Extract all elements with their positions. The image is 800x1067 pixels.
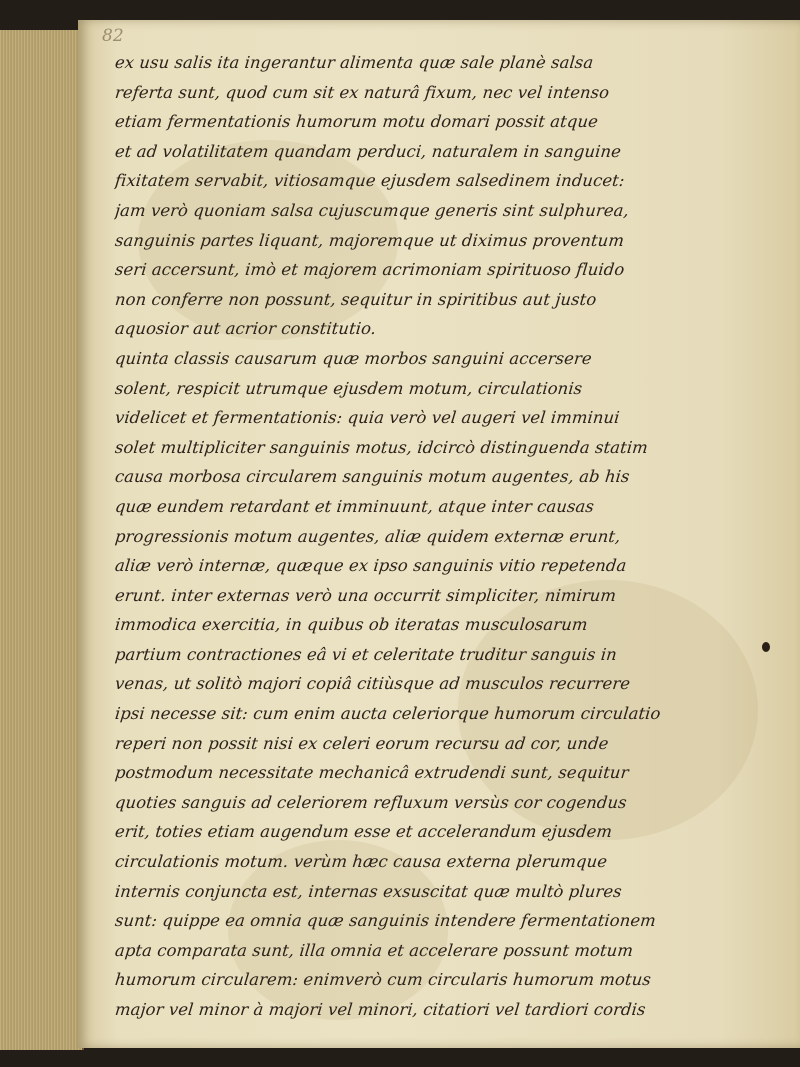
text-line: immodica exercitia, in quibus ob iteratas musculosarum (114, 615, 589, 635)
text-line: referta sunt, quod cum sit ex naturâ fixum, nec vel intenso (114, 82, 611, 102)
text-line: ipsi necesse sit: cum enim aucta celeriorque humorum circulatio (114, 704, 662, 724)
text-line: ex usu salis ita ingerantur alimenta quæ sale planè salsa (114, 53, 595, 72)
text-line: apta comparata sunt, illa omnia et accelerare possunt motum (114, 940, 635, 960)
folio-number: 82 (102, 26, 124, 46)
text-line: aliæ verò internæ, quæque ex ipso sanguinis vitio repetenda (114, 556, 628, 576)
text-line: et ad volatilitatem quandam perduci, naturalem in sanguine (114, 141, 623, 161)
text-line: progressionis motum augentes, aliæ quidem externæ erunt, (114, 526, 622, 546)
text-line: quinta classis causarum quæ morbos sanguini accersere (114, 348, 593, 368)
text-line: major vel minor à majori vel minori, citatiori vel tardiori cordis (114, 1000, 647, 1019)
text-line: solet multipliciter sanguinis motus, idcircò distinguenda statim (114, 437, 649, 457)
text-line: videlicet et fermentationis: quia verò vel augeri vel imminui (114, 408, 621, 428)
ink-blot (762, 642, 770, 652)
text-line: sanguinis partes liquant, majoremque ut diximus proventum (114, 230, 626, 250)
text-line: erunt. inter externas verò una occurrit simpliciter, nimirum (114, 585, 618, 605)
text-line: circulationis motum. verùm hæc causa externa plerumque (114, 852, 609, 872)
text-line: quæ eundem retardant et imminuunt, atque inter causas (114, 496, 595, 516)
text-line: postmodum necessitate mechanicâ extrudendi sunt, sequitur (114, 763, 630, 783)
text-line: quoties sanguis ad celeriorem refluxum versùs cor cogendus (114, 792, 628, 812)
text-line: venas, ut solitò majori copiâ citiùsque ad musculos recurrere (114, 674, 632, 694)
text-line: erit, toties etiam augendum esse et accelerandum ejusdem (114, 822, 614, 842)
text-line: etiam fermentationis humorum motu domari possit atque (114, 112, 599, 132)
text-line: jam verò quoniam salsa cujuscumque generis sint sulphurea, (114, 200, 630, 220)
text-line: humorum circularem: enimverò cum circularis humorum motus (114, 970, 652, 990)
text-line: seri accersunt, imò et majorem acrimoniam spirituoso fluido (114, 260, 626, 280)
handwritten-text (115, 48, 760, 1025)
text-line: solent, respicit utrumque ejusdem motum, circulationis (114, 378, 584, 398)
text-line: internis conjuncta est, internas exsuscitat quæ multò plures (114, 881, 623, 901)
text-line: aquosior aut acrior constitutio. (114, 319, 378, 339)
text-line: non conferre non possunt, sequitur in spiritibus aut justo (114, 289, 598, 309)
text-line: reperi non possit nisi ex celeri eorum recursu ad cor, unde (114, 733, 610, 753)
text-line: partium contractiones eâ vi et celeritate truditur sanguis in (114, 644, 618, 664)
book-page-edges (0, 30, 84, 1050)
text-line: sunt: quippe ea omnia quæ sanguinis intendere fermentationem (114, 911, 657, 931)
text-line: fixitatem servabit, vitiosamque ejusdem salsedinem inducet: (114, 171, 626, 191)
text-line: causa morbosa circularem sanguinis motum augentes, ab his (114, 467, 631, 487)
